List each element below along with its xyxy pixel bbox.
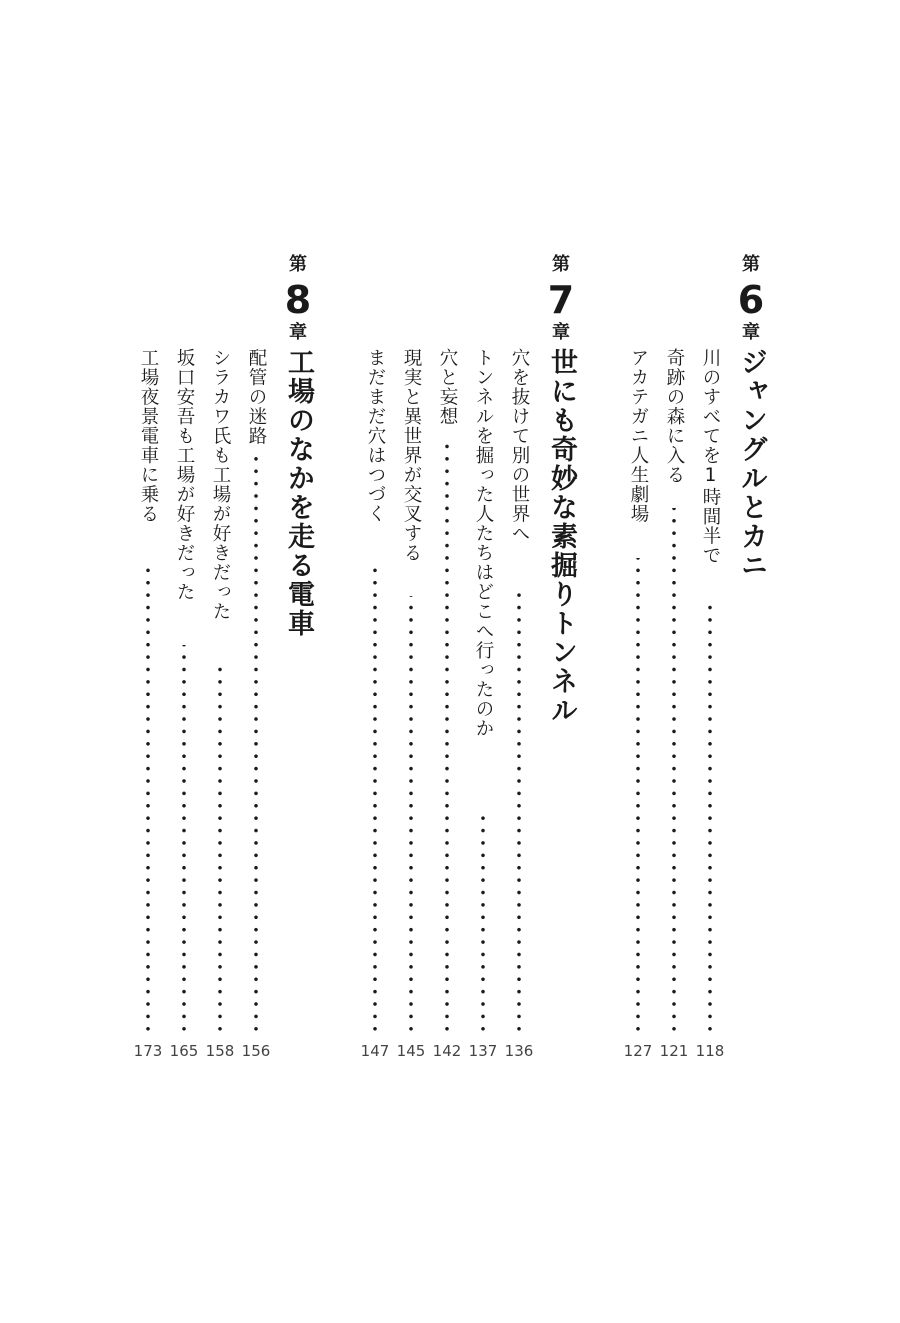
chapter-number: 8 (284, 278, 312, 322)
dot-leader (445, 442, 449, 1035)
page-number: 158 (205, 1042, 235, 1060)
dot-leader (182, 645, 186, 1035)
dot-leader (708, 600, 712, 1035)
page-number: 165 (169, 1042, 199, 1060)
chapter-label-top: 第 (742, 254, 760, 275)
toc-entry-title: 奇跡の森に入る (664, 348, 685, 485)
toc-entry-title: 川のすべてを1時間半で (700, 348, 721, 565)
dot-leader (672, 508, 676, 1035)
toc-entry-title: まだまだ穴はつづく (365, 348, 386, 524)
toc-entry-title: 配管の迷路 (246, 348, 267, 446)
chapter-6-header (731, 254, 771, 344)
dot-leader (373, 560, 377, 1035)
dot-leader (146, 568, 150, 1035)
chapter-label-top: 第 (552, 254, 570, 275)
toc-entry-title: 工場夜景電車に乗る (138, 348, 159, 524)
page-number: 156 (241, 1042, 271, 1060)
toc-entry-title: 坂口安吾も工場が好きだった (174, 348, 195, 602)
chapter-6-title: ジャングルとカニ (736, 348, 767, 580)
toc-entry-title: トンネルを掘った人たちはどこへ行ったのか (473, 348, 494, 738)
toc-entry-title: アカテガニ人生劇場 (628, 348, 649, 524)
page-number: 136 (504, 1042, 534, 1060)
dot-leader (517, 590, 521, 1035)
toc-entry-title: 穴を抜けて別の世界へ (509, 348, 530, 543)
page-number: 145 (396, 1042, 426, 1060)
page-number: 147 (360, 1042, 390, 1060)
chapter-7-title: 世にも奇妙な素掘りトンネル (546, 348, 577, 725)
dot-leader (218, 665, 222, 1035)
chapter-number: 7 (547, 278, 575, 322)
chapter-label-bottom: 章 (289, 322, 307, 343)
chapter-label-top: 第 (289, 254, 307, 275)
toc-entry-title: 現実と異世界が交叉する (401, 348, 422, 563)
chapter-number: 6 (737, 278, 765, 322)
page-number: 127 (623, 1042, 653, 1060)
dot-leader (254, 452, 258, 1035)
page-number: 121 (659, 1042, 689, 1060)
chapter-7-header (541, 254, 581, 344)
dot-leader (409, 596, 413, 1035)
dot-leader (636, 558, 640, 1035)
page-number: 142 (432, 1042, 462, 1060)
chapter-label-bottom: 章 (552, 322, 570, 343)
toc-entry-title: 穴と妄想 (437, 348, 458, 426)
chapter-8-title: 工場のなかを走る電車 (283, 348, 314, 638)
chapter-8-header (278, 254, 318, 344)
page-number: 173 (133, 1042, 163, 1060)
dot-leader (481, 812, 485, 1035)
page-number: 118 (695, 1042, 725, 1060)
page-number: 137 (468, 1042, 498, 1060)
toc-entry-title: シラカワ氏も工場が好きだった (210, 348, 231, 621)
chapter-label-bottom: 章 (742, 322, 760, 343)
